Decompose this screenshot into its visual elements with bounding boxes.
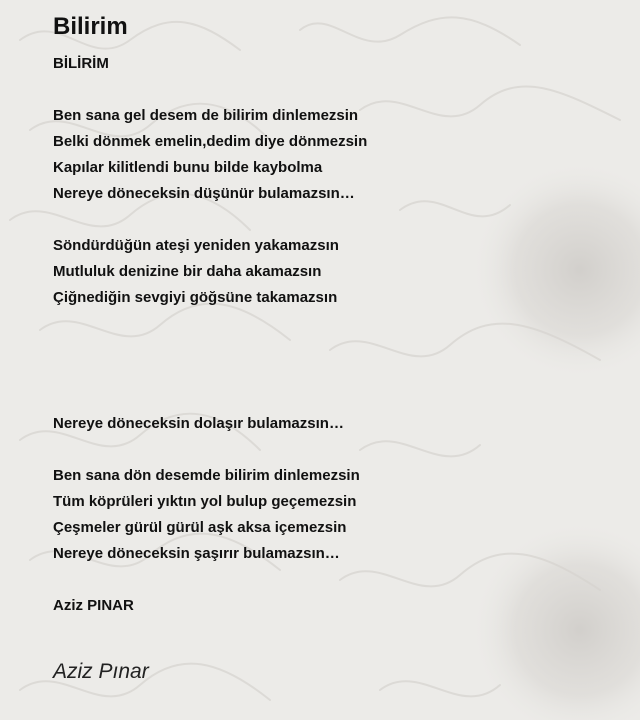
poem-title: Bilirim	[53, 13, 128, 40]
poem-line: Çiğnediğin sevgiyi göğsüne takamazsın	[53, 289, 338, 306]
poem-line: Belki dönmek emelin,dedim diye dönmezsin	[53, 133, 368, 150]
author-signature: Aziz Pınar	[53, 660, 149, 683]
poem-line: Mutluluk denizine bir daha akamazsın	[53, 263, 322, 280]
poem-line: Çeşmeler gürül gürül aşk aksa içemezsin	[53, 519, 347, 536]
poem-line: Nereye döneceksin şaşırır bulamazsın…	[53, 545, 340, 562]
poem-line: Kapılar kilitlendi bunu bilde kaybolma	[53, 159, 323, 176]
poem-line: Nereye döneceksin düşünür bulamazsın…	[53, 185, 355, 202]
poem-line: Tüm köprüleri yıktın yol bulup geçemezsin	[53, 493, 357, 510]
author-line: Aziz PINAR	[53, 597, 134, 614]
poem-line: Nereye döneceksin dolaşır bulamazsın…	[53, 415, 344, 432]
poem-line: Söndürdüğün ateşi yeniden yakamazsın	[53, 237, 339, 254]
poem-subtitle: BİLİRİM	[53, 55, 109, 72]
poem-line: Ben sana dön desemde bilirim dinlemezsin	[53, 467, 360, 484]
poem-line: Ben sana gel desem de bilirim dinlemezsin	[53, 107, 359, 124]
